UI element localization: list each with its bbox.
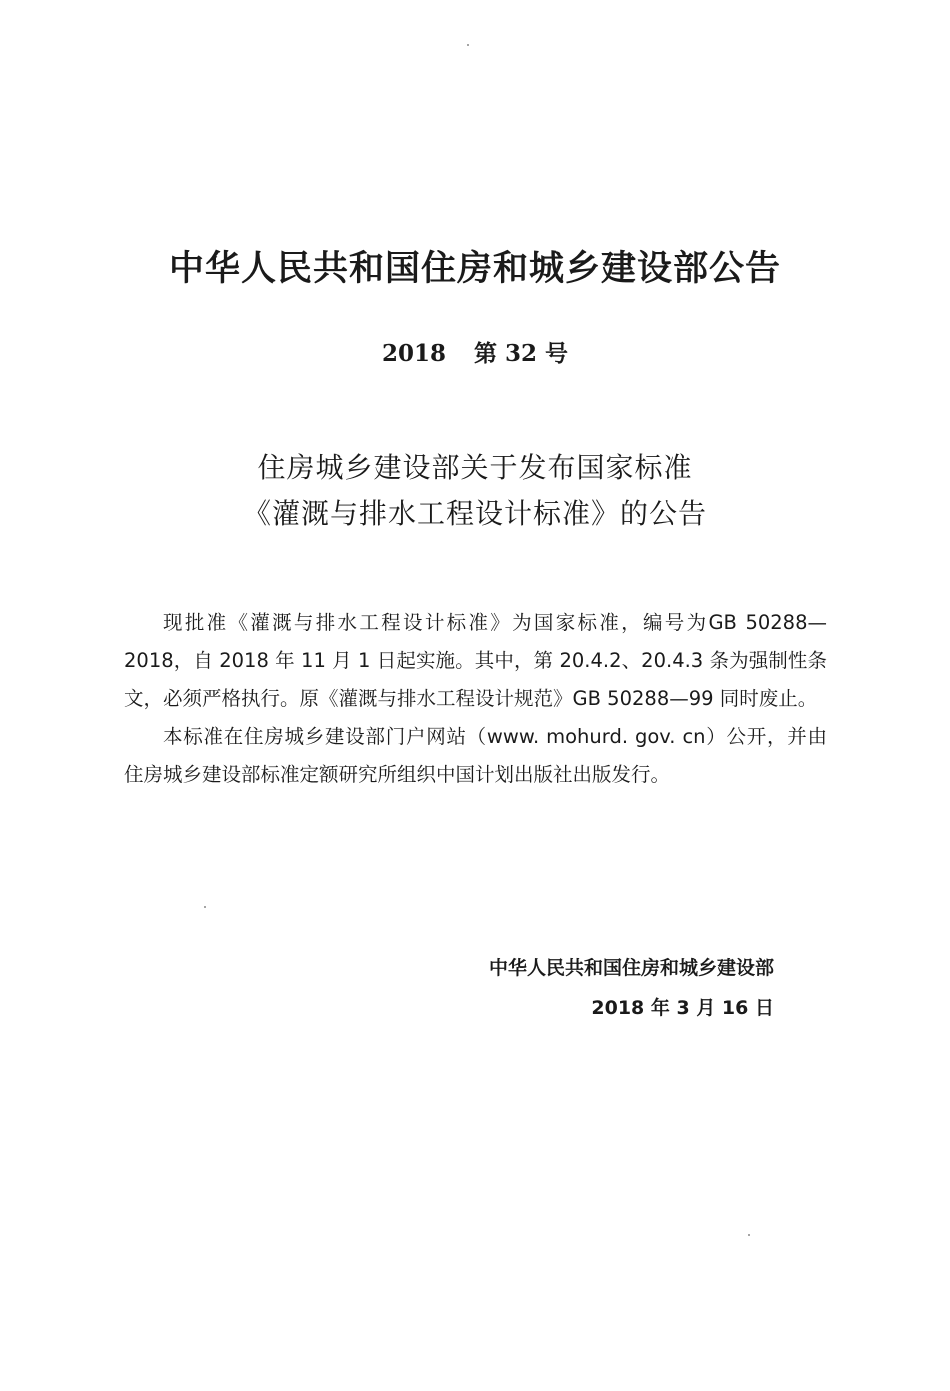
- document-year: 2018: [381, 340, 446, 367]
- scan-speck: [748, 1234, 750, 1236]
- announcement-header-title: 中华人民共和国住房和城乡建设部公告: [168, 249, 781, 289]
- notice-body: [124, 604, 827, 794]
- document-number: [0, 336, 950, 372]
- scan-speck: [204, 906, 206, 908]
- notice-title-line-1: 住房城乡建设部关于发布国家标准: [257, 451, 693, 484]
- issuer-name: 中华人民共和国住房和城乡建设部: [488, 957, 774, 979]
- document-serial-number: 第 32 号: [473, 340, 569, 367]
- body-paragraph-1: 现批准《灌溉与排水工程设计标准》为国家标准，编号为GB 50288—2018，自 2018 年 11 月 1 日起实施。其中，第 20.4.2、20.4.3 条为强制性条文，必须严格执行。原《灌溉与排水工程设计规范》GB 50288—99 同时废止。: [124, 611, 827, 710]
- notice-title-line-2: 《灌溉与排水工程设计标准》的公告: [242, 497, 707, 530]
- issue-date: 2018 年 3 月 16 日: [591, 997, 774, 1019]
- scan-speck: [467, 44, 469, 46]
- body-paragraph-2: 本标准在住房城乡建设部门户网站（www. mohurd. gov. cn）公开，并由住房城乡建设部标准定额研究所组织中国计划出版社出版发行。: [124, 725, 827, 786]
- signature-block: [489, 948, 774, 1028]
- notice-title: [0, 445, 950, 537]
